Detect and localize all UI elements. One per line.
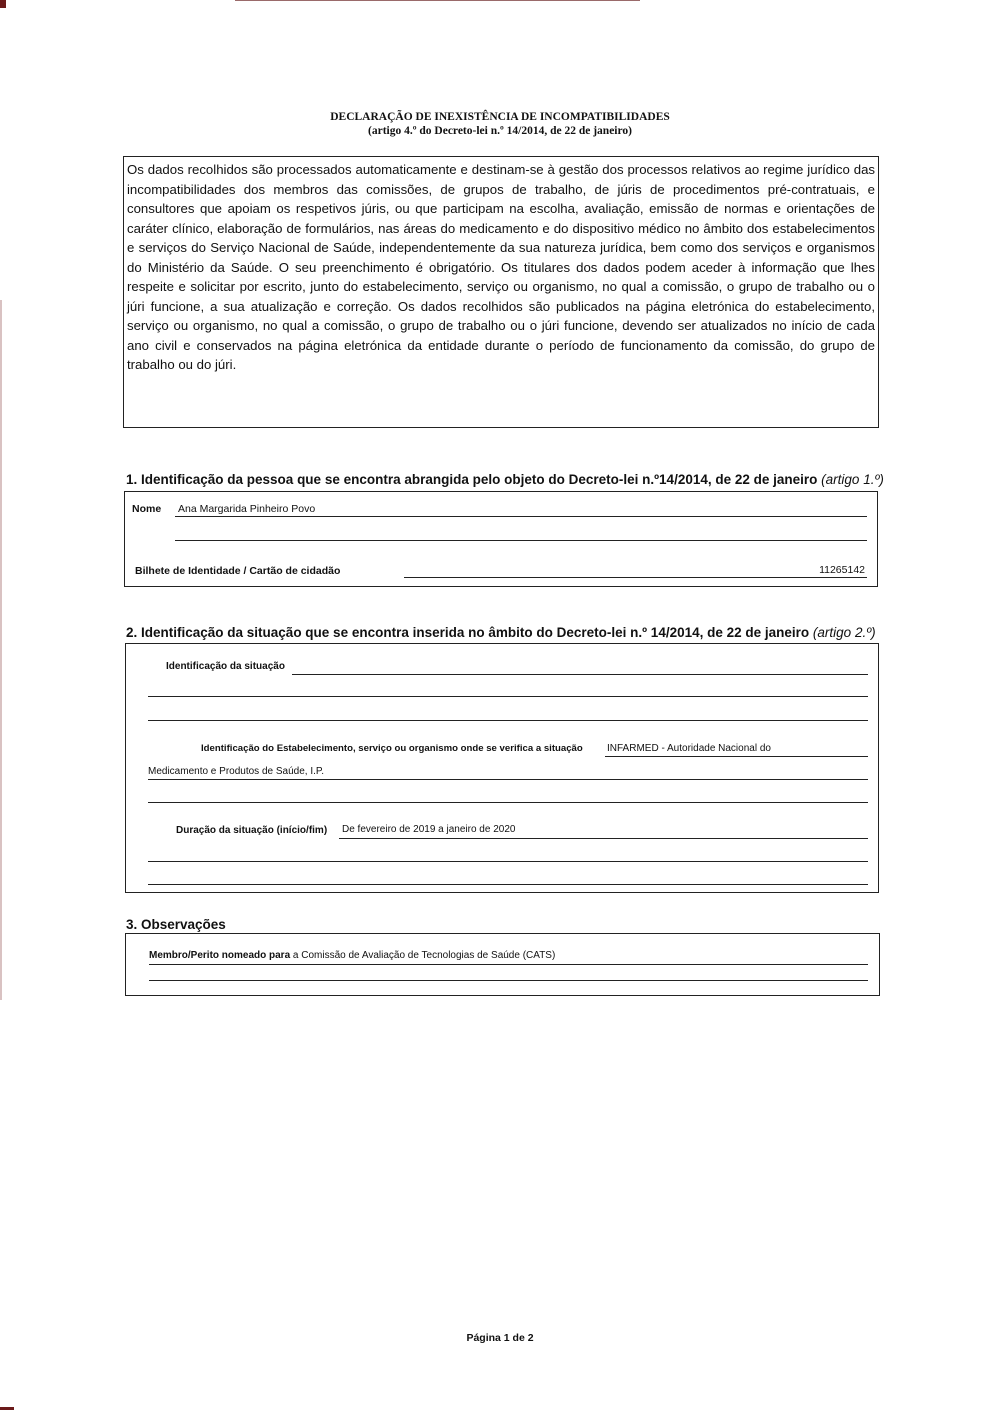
observations-text: a Comissão de Avaliação de Tecnologias de Saúde (CATS) <box>292 950 556 961</box>
duration-value[interactable]: De fevereiro de 2019 a janeiro de 2020 <box>342 824 516 835</box>
duration-line-3 <box>148 884 868 885</box>
scan-edge <box>235 0 640 1</box>
establishment-line-3 <box>148 802 868 803</box>
section1-article: (artigo 1.º) <box>821 472 884 487</box>
id-value[interactable]: 11265142 <box>819 564 865 576</box>
intro-box <box>123 156 879 428</box>
section2-box <box>125 643 879 893</box>
situation-underline <box>292 674 868 675</box>
name-underline-2 <box>175 540 867 541</box>
section2-title <box>126 625 876 640</box>
observations-line-2 <box>149 980 868 981</box>
establishment-underline <box>605 756 868 757</box>
establishment-line-2 <box>148 779 868 780</box>
section1-title <box>126 472 884 487</box>
situation-line-3 <box>148 720 868 721</box>
situation-label: Identificação da situação <box>166 661 285 672</box>
observations-underline <box>149 964 868 965</box>
page-number: Página 1 de 2 <box>466 1332 534 1344</box>
name-value[interactable]: Ana Margarida Pinheiro Povo <box>178 503 316 515</box>
scan-corner-mark <box>0 0 6 8</box>
section1-box <box>124 491 878 587</box>
id-label: Bilhete de Identidade / Cartão de cidadão <box>135 565 341 577</box>
establishment-value-line2[interactable]: Medicamento e Produtos de Saúde, I.P. <box>148 766 325 777</box>
scan-corner-mark <box>0 1407 14 1410</box>
duration-line-2 <box>148 861 868 862</box>
establishment-value-line1[interactable]: INFARMED - Autoridade Nacional do <box>607 743 771 754</box>
establishment-label: Identificação do Estabelecimento, serviço ou organismo onde se verifica a situação <box>201 743 583 754</box>
duration-underline <box>339 838 868 839</box>
document-title: DECLARAÇÃO DE INEXISTÊNCIA DE INCOMPATIBILIDADES <box>330 111 670 123</box>
intro-text: Os dados recolhidos são processados automaticamente e destinam-se à gestão dos processos relativos ao regime jurídico das incompatibilidades dos membros das comissões, de grupos de trabalho, de júris de procedimentos pré-contratuais, e consultores que apoiam os respetivos júris, ou que participam na escolha, avaliação, emissão de normas e orientações de caráter clínico, elaboração de formulários, nas áreas do medicamento e do dispositivo médico no âmbito dos estabelecimentos e serviços do Serviço Nacional de Saúde, independentemente da sua natureza jurídica, bem como dos serviços e organismos do Ministério da Saúde. O seu preenchimento é obrigatório. Os titulares dos dados podem aceder à informação que lhes respeite e solicitar por escrito, junto do estabelecimento, serviço ou organismo, no qual a comissão, o grupo de trabalho ou o júri funcione, a sua atualização e correção. Os dados recolhidos são publicados na página eletrónica do estabelecimento, serviço ou organismo, no qual a comissão, o grupo de trabalho ou o júri funcione, devendo ser atualizados no início de cada ano civil e conservados na página eletrónica da entidade durante o período de funcionamento da comissão, do grupo de trabalho ou do júri. <box>127 162 875 372</box>
name-underline <box>175 516 867 517</box>
section3-title: 3. Observações <box>126 917 226 932</box>
section3-box <box>125 933 880 996</box>
section1-heading: 1. Identificação da pessoa que se encontra abrangida pelo objeto do Decreto-lei n.º14/2014, de 22 de janeiro <box>126 472 818 487</box>
name-label: Nome <box>132 503 162 515</box>
id-underline <box>404 577 867 578</box>
scan-edge <box>0 300 2 1000</box>
section2-heading: 2. Identificação da situação que se encontra inserida no âmbito do Decreto-lei n.º 14/2014, de 22 de janeiro <box>126 625 810 640</box>
situation-line-2 <box>148 696 868 697</box>
observations-prefix: Membro/Perito nomeado para <box>149 950 291 961</box>
document-subtitle: (artigo 4.º do Decreto-lei n.º 14/2014, de 22 de janeiro) <box>368 125 632 137</box>
section2-article: (artigo 2.º) <box>812 625 876 640</box>
observations-value[interactable] <box>149 950 555 961</box>
duration-label: Duração da situação (início/fim) <box>176 825 328 836</box>
